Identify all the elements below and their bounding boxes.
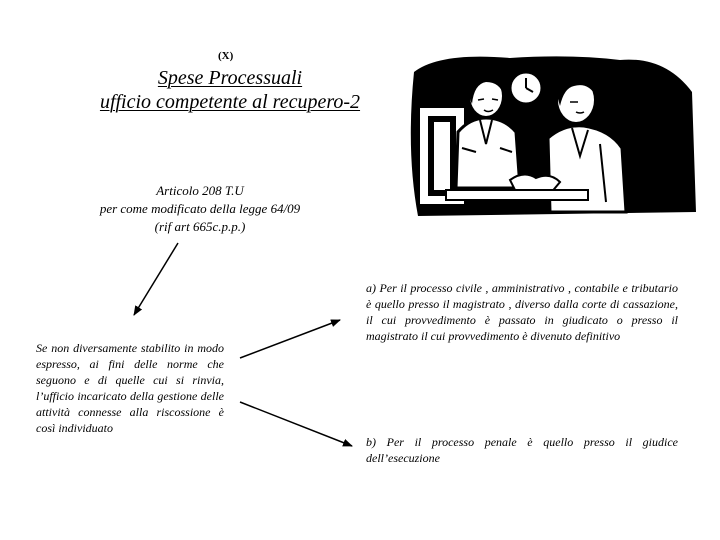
- arrow-to-option-a: [240, 320, 340, 358]
- slide-number: (X): [218, 50, 234, 62]
- arrow-article-to-definition: [134, 243, 178, 315]
- office-handshake-clipart: [400, 52, 700, 218]
- definition-text: Se non diversamente stabilito in modo espresso, ai fini delle norme che seguono e di quelle cui si rinvia, l’ufficio incaricato della gestione delle attività connesse alla riscossione è così individuato: [36, 341, 224, 435]
- article-line-1: Articolo 208 T.U: [156, 183, 244, 198]
- title-line-1: Spese Processuali: [157, 67, 303, 89]
- option-b-text: b) Per il processo penale è quello presso il giudice dell’esecuzione: [366, 435, 678, 465]
- option-a-text: a) Per il processo civile , amministrativo , contabile e tributario è quello presso il magistrato , diverso dalla corte di cassazione, il cui provvedimento è passato in giudicato o presso il magistrato il cui provvedimento è divenuto definitivo: [366, 281, 678, 343]
- article-line-3: (rif art 665c.p.p.): [154, 219, 246, 234]
- title-line-2: ufficio competente al recupero-2: [99, 91, 361, 113]
- article-line-2: per come modificato della legge 64/09: [99, 201, 301, 216]
- arrow-to-option-b: [240, 402, 352, 446]
